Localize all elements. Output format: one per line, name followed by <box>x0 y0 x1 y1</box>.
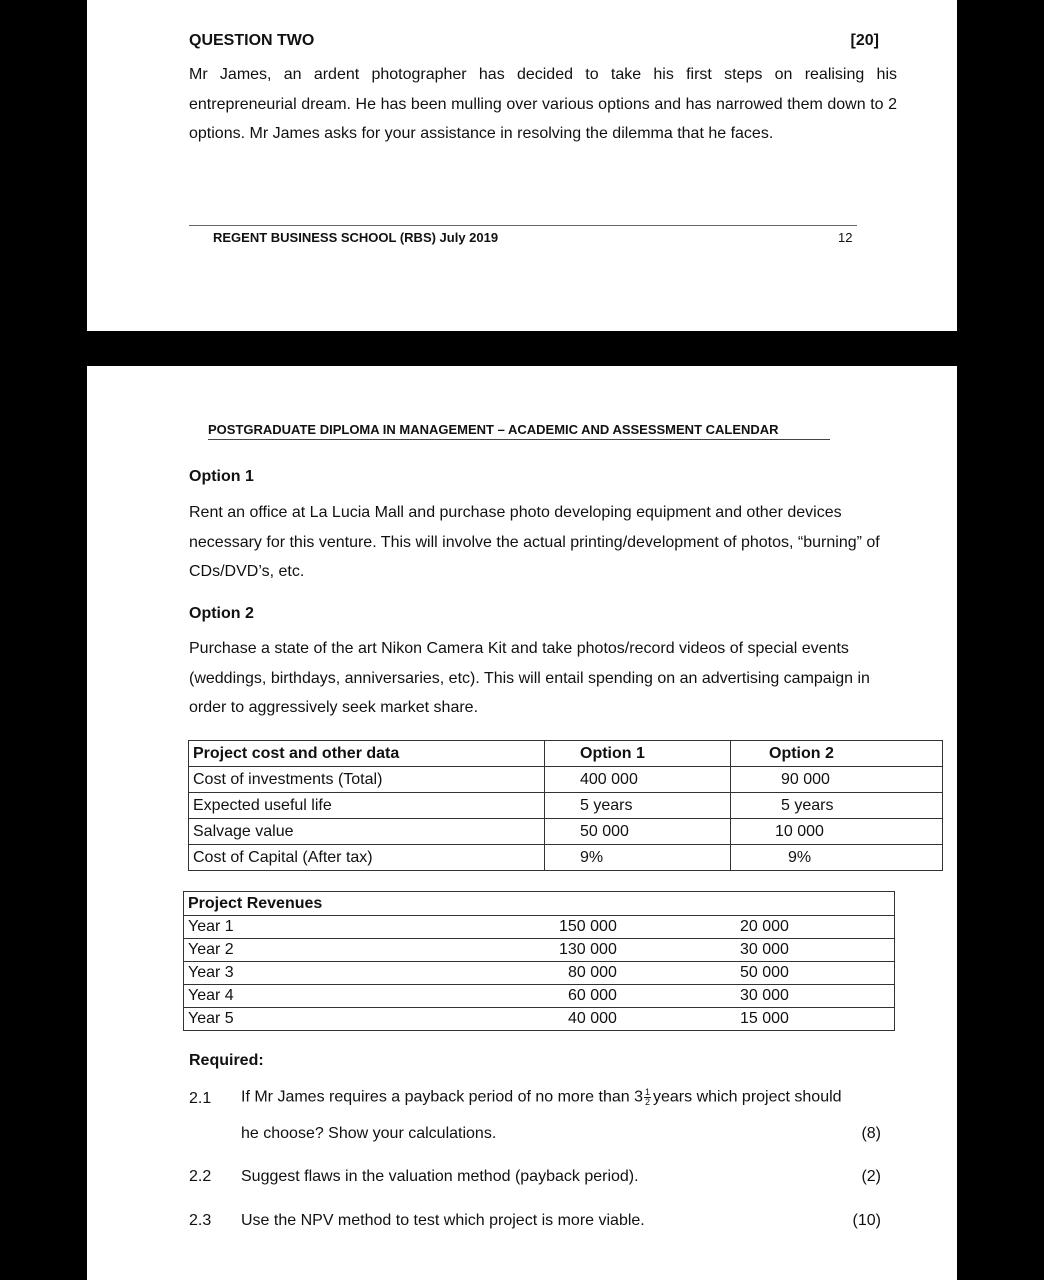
intro-paragraph: Mr James, an ardent photographer has decided to take his first steps on realising his entrepreneurial dream. He has been mulling over various options and has narrowed them down to 2 options. Mr James asks for your assistance in resolving the dilemma that he faces. <box>189 66 897 142</box>
table-row <box>189 741 943 767</box>
revenue-option1: 40 000 <box>544 1008 718 1031</box>
cost-table <box>188 740 943 871</box>
table-row <box>184 985 895 1008</box>
table-row <box>184 939 895 962</box>
question-number: 2.2 <box>189 1168 212 1185</box>
question-marks: (10) <box>852 1212 881 1229</box>
revenue-year: Year 3 <box>184 962 545 985</box>
cost-label: Cost of Capital (After tax) <box>189 845 545 871</box>
revenue-option1: 130 000 <box>544 939 718 962</box>
cost-option2: 5 years <box>731 793 943 819</box>
question-text <box>241 1088 842 1107</box>
option1-text: Rent an office at La Lucia Mall and purchase photo developing equipment and other devices necessary for this venture. This will involve the actual printing/development of photos, “burning” of CDs/DVD’s, etc. <box>189 504 880 580</box>
revenue-option2: 15 000 <box>718 1008 895 1031</box>
revenue-year: Year 1 <box>184 916 545 939</box>
cost-header-label: Project cost and other data <box>189 741 545 767</box>
question-text: Use the NPV method to test which project is more viable. <box>241 1212 645 1229</box>
cost-option2: 10 000 <box>731 819 943 845</box>
fraction <box>644 1088 651 1107</box>
cost-label: Expected useful life <box>189 793 545 819</box>
question-text: Suggest flaws in the valuation method (payback period). <box>241 1168 639 1185</box>
option1-heading: Option 1 <box>189 468 254 485</box>
required-label: Required: <box>189 1052 264 1069</box>
cost-option2: 9% <box>731 845 943 871</box>
table-row <box>189 767 943 793</box>
revenue-option2: 20 000 <box>718 916 895 939</box>
revenue-header: Project Revenues <box>184 892 895 916</box>
question-text-part: If Mr James requires a payback period of no more than 3 <box>241 1088 643 1106</box>
question-number: 2.1 <box>189 1090 212 1107</box>
cost-header-option1: Option 1 <box>545 741 731 767</box>
fraction-denominator: 2 <box>644 1097 650 1107</box>
cost-header-option2: Option 2 <box>731 741 943 767</box>
table-row <box>189 793 943 819</box>
fraction-numerator: 1 <box>644 1087 650 1097</box>
cost-option1: 9% <box>545 845 731 871</box>
cost-option1: 400 000 <box>545 767 731 793</box>
revenue-option1: 60 000 <box>544 985 718 1008</box>
table-row <box>184 962 895 985</box>
footer-page-number: 12 <box>838 230 853 245</box>
page-1 <box>87 0 957 331</box>
question-marks: [20] <box>850 32 879 49</box>
table-row <box>184 916 895 939</box>
page-header: POSTGRADUATE DIPLOMA IN MANAGEMENT – ACADEMIC AND ASSESSMENT CALENDAR <box>208 422 830 440</box>
cost-option2: 90 000 <box>731 767 943 793</box>
revenue-option1: 80 000 <box>544 962 718 985</box>
table-row <box>184 892 895 916</box>
table-row <box>189 819 943 845</box>
revenue-year: Year 4 <box>184 985 545 1008</box>
revenue-option2: 30 000 <box>718 939 895 962</box>
table-row <box>189 845 943 871</box>
footer-divider <box>189 225 857 226</box>
question-text-continued: he choose? Show your calculations. <box>241 1125 497 1142</box>
cost-label: Salvage value <box>189 819 545 845</box>
revenue-option1: 150 000 <box>544 916 718 939</box>
question-text-part: years which project should <box>653 1088 842 1106</box>
question-marks: (8) <box>861 1125 881 1142</box>
option2-text: Purchase a state of the art Nikon Camera Kit and take photos/record videos of special events (weddings, birthdays, anniversaries, etc). This will entail spending on an advertising campaign in order to aggressively seek market share. <box>189 640 870 716</box>
revenue-option2: 30 000 <box>718 985 895 1008</box>
revenue-table <box>183 891 895 1031</box>
option2-heading: Option 2 <box>189 605 254 622</box>
cost-option1: 50 000 <box>545 819 731 845</box>
question-marks: (2) <box>861 1168 881 1185</box>
page-2 <box>87 366 957 1280</box>
cost-option1: 5 years <box>545 793 731 819</box>
cost-label: Cost of investments (Total) <box>189 767 545 793</box>
question-title: QUESTION TWO <box>189 32 315 49</box>
footer-school: REGENT BUSINESS SCHOOL (RBS) July 2019 <box>213 230 499 245</box>
revenue-option2: 50 000 <box>718 962 895 985</box>
question-number: 2.3 <box>189 1212 212 1229</box>
revenue-year: Year 5 <box>184 1008 545 1031</box>
revenue-year: Year 2 <box>184 939 545 962</box>
table-row <box>184 1008 895 1031</box>
